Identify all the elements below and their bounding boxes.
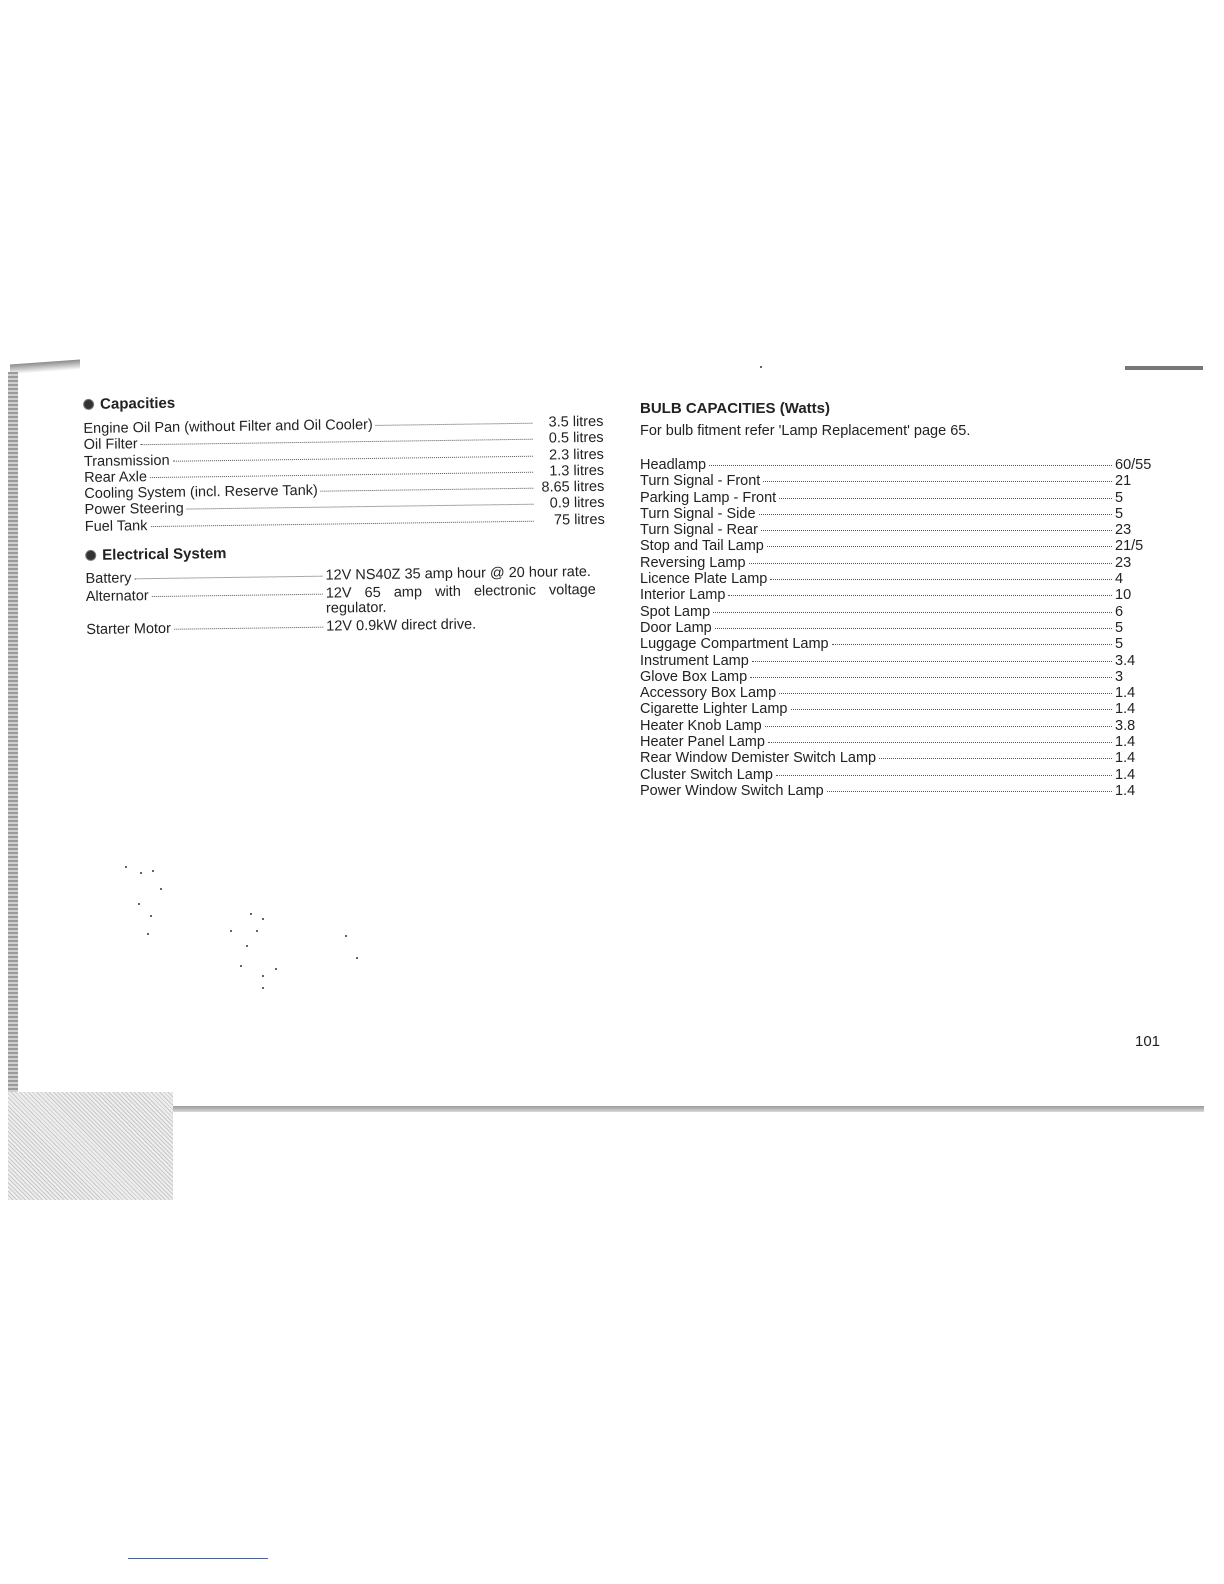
item-value: 8.65 litres <box>541 478 605 496</box>
dot-leader <box>321 488 534 492</box>
item-label: Cooling System (incl. Reserve Tank) <box>84 482 318 503</box>
item-value: 1.4 <box>1115 685 1136 702</box>
dot-leader <box>791 709 1113 710</box>
electrical-list <box>85 565 606 638</box>
footer-link-underline <box>128 1558 268 1559</box>
item-value: 21/5 <box>1115 538 1144 555</box>
bullet-icon <box>85 550 96 561</box>
item-label: Glove Box Lamp <box>640 668 748 685</box>
item-value: 10 <box>1115 587 1132 604</box>
scan-edge-bottom <box>80 1106 1204 1112</box>
dot-leader <box>715 628 1112 629</box>
item-value: 5 <box>1115 505 1124 522</box>
item-value: 0.5 litres <box>548 430 604 447</box>
list-item <box>640 506 1160 522</box>
dot-leader <box>761 530 1112 531</box>
item-value: 1.4 <box>1115 701 1136 718</box>
item-value: 12V 65 amp with electronic voltage regulator. <box>325 581 596 617</box>
dot-leader <box>173 455 533 461</box>
item-value: 21 <box>1115 473 1132 490</box>
dot-leader <box>187 504 534 510</box>
capacities-heading <box>83 389 603 413</box>
scan-edge-left <box>8 372 18 1092</box>
item-value: 1.4 <box>1115 766 1136 783</box>
electrical-heading-text: Electrical System <box>102 545 227 564</box>
list-item <box>640 636 1160 652</box>
item-value: 5 <box>1115 636 1124 653</box>
item-label: Power Steering <box>84 501 184 519</box>
dot-leader <box>713 612 1112 613</box>
list-item <box>640 457 1160 473</box>
item-value: 3.8 <box>1115 717 1136 734</box>
dot-leader <box>134 576 322 580</box>
list-item <box>640 538 1160 554</box>
item-label: Turn Signal - Rear <box>640 522 758 539</box>
item-value: 5 <box>1115 489 1124 506</box>
list-item <box>640 473 1160 489</box>
item-label: Power Window Switch Lamp <box>640 782 824 799</box>
item-value: 2.3 litres <box>548 446 604 464</box>
list-item <box>640 767 1160 783</box>
item-label: Instrument Lamp <box>640 652 749 669</box>
item-value: 6 <box>1115 603 1124 620</box>
bulb-fitment-note: For bulb fitment refer 'Lamp Replacement' page 65. <box>640 423 971 439</box>
item-label: Reversing Lamp <box>640 554 746 571</box>
item-label: Starter Motor <box>86 620 171 639</box>
item-value: 1.3 litres <box>549 462 605 480</box>
item-value: 5 <box>1115 619 1124 636</box>
item-label: Engine Oil Pan (without Filter and Oil Cooler) <box>83 416 373 437</box>
right-column <box>640 400 1160 799</box>
dot-leader <box>879 758 1112 759</box>
item-value: 4 <box>1115 571 1124 588</box>
item-label: Heater Knob Lamp <box>640 717 762 734</box>
dot-leader <box>763 481 1112 482</box>
item-label: Cigarette Lighter Lamp <box>640 701 788 718</box>
bullet-icon <box>83 399 94 410</box>
item-label: Fuel Tank <box>84 517 148 535</box>
item-label: Oil Filter <box>83 436 138 454</box>
dot-leader <box>150 520 533 526</box>
item-label: Headlamp <box>640 457 707 473</box>
item-value: 23 <box>1115 554 1132 571</box>
item-value: 12V 0.9kW direct drive. <box>326 616 477 635</box>
item-value: 1.4 <box>1115 750 1136 767</box>
item-label: Turn Signal - Front <box>640 473 761 490</box>
list-item <box>640 734 1160 750</box>
dot-leader <box>750 677 1112 678</box>
dot-leader <box>152 594 323 597</box>
item-label: Alternator <box>85 588 149 606</box>
bulb-capacities-heading: BULB CAPACITIES (Watts) <box>640 400 830 417</box>
list-item <box>640 685 1160 701</box>
dot-leader <box>174 627 323 630</box>
item-value: 0.9 litres <box>549 495 605 512</box>
item-label: Rear Window Demister Switch Lamp <box>640 750 877 767</box>
item-value: 3 <box>1115 668 1124 685</box>
capacities-heading-text: Capacities <box>99 394 176 413</box>
left-column <box>83 389 606 641</box>
dot-leader <box>141 439 533 445</box>
item-label: Stop and Tail Lamp <box>640 538 764 555</box>
item-label: Battery <box>85 570 132 588</box>
page-number: 101 <box>1135 1033 1161 1050</box>
list-item <box>640 783 1160 799</box>
scan-edge-top-right <box>1125 366 1203 370</box>
list-item <box>640 669 1160 685</box>
dot-leader <box>779 498 1112 499</box>
item-label: Interior Lamp <box>640 587 726 604</box>
list-item <box>640 750 1160 766</box>
item-value: 1.4 <box>1115 734 1136 751</box>
item-label: Transmission <box>83 452 170 470</box>
list-item <box>86 616 606 638</box>
dot-leader <box>749 563 1112 564</box>
dot-leader <box>376 423 533 426</box>
dot-leader <box>150 472 533 478</box>
dot-leader <box>759 514 1112 515</box>
item-label: Cluster Switch Lamp <box>640 766 773 783</box>
bulb-list <box>640 457 1160 799</box>
item-label: Spot Lamp <box>640 603 711 620</box>
item-label: Heater Panel Lamp <box>640 734 765 751</box>
scan-edge-top-left <box>10 360 80 375</box>
list-item <box>86 583 606 620</box>
item-label: Rear Axle <box>84 469 148 486</box>
list-item <box>640 620 1160 636</box>
dot-leader <box>709 465 1112 466</box>
dot-leader <box>827 791 1112 792</box>
item-label: Luggage Compartment Lamp <box>640 636 829 653</box>
item-value: 1.4 <box>1115 782 1136 799</box>
item-label: Accessory Box Lamp <box>640 685 777 702</box>
dot-leader <box>770 579 1112 580</box>
dot-leader <box>765 726 1112 727</box>
capacities-list <box>83 414 605 535</box>
list-item <box>640 587 1160 603</box>
list-item <box>640 604 1160 620</box>
item-label: Parking Lamp - Front <box>640 489 777 506</box>
item-value: 3.5 litres <box>548 413 604 431</box>
dot-leader <box>832 644 1112 645</box>
item-value: 23 <box>1115 522 1132 539</box>
list-item <box>640 718 1160 734</box>
list-item <box>640 490 1160 506</box>
electrical-heading <box>85 540 605 564</box>
dot-leader <box>776 775 1112 776</box>
item-label: Licence Plate Lamp <box>640 571 768 588</box>
list-item <box>640 653 1160 669</box>
list-item <box>640 555 1160 571</box>
dot-leader <box>728 595 1112 596</box>
list-item <box>640 701 1160 717</box>
list-item <box>640 522 1160 538</box>
dot-leader <box>779 693 1112 694</box>
scan-corner-bottom-left <box>8 1092 173 1200</box>
item-value: 3.4 <box>1115 652 1136 669</box>
item-value: 75 litres <box>553 511 605 529</box>
item-value: 12V NS40Z 35 amp hour @ 20 hour rate. <box>325 564 592 584</box>
dot-leader <box>768 742 1112 743</box>
dot-leader <box>752 661 1112 662</box>
list-item <box>640 571 1160 587</box>
item-label: Turn Signal - Side <box>640 505 756 522</box>
dot-leader <box>767 546 1112 547</box>
item-label: Door Lamp <box>640 619 712 636</box>
item-value: 60/55 <box>1115 457 1152 473</box>
